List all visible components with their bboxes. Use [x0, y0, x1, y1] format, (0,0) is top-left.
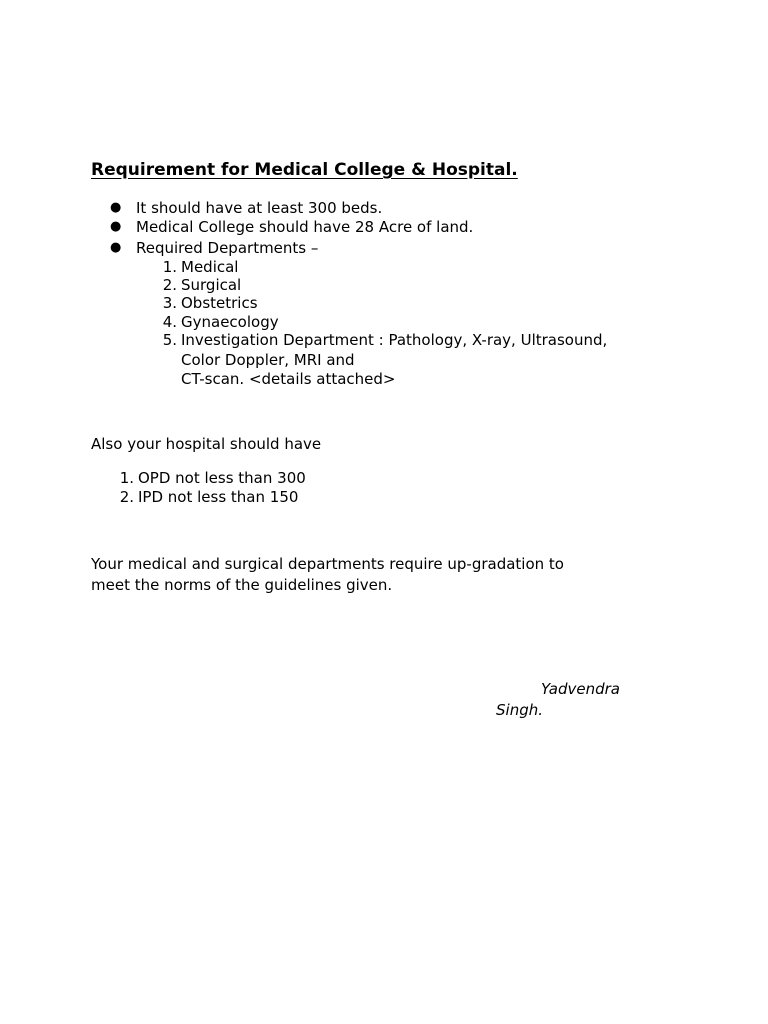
- document-title: Requirement for Medical College & Hospital.: [91, 160, 518, 180]
- list-item-continuation: Color Doppler, MRI and: [181, 351, 355, 369]
- signature-first-name: Yadvendra: [541, 680, 620, 698]
- paragraph-line: Your medical and surgical departments require up-gradation to: [91, 555, 564, 573]
- bullet-icon: ●: [110, 219, 122, 234]
- paragraph-line: meet the norms of the guidelines given.: [91, 576, 393, 594]
- bullet-icon: ●: [110, 240, 122, 255]
- list-item-continuation: CT-scan. <details attached>: [181, 370, 396, 388]
- section-heading: Also your hospital should have: [91, 435, 322, 453]
- bullet-icon: ●: [110, 200, 122, 215]
- signature-last-name: Singh.: [496, 701, 543, 719]
